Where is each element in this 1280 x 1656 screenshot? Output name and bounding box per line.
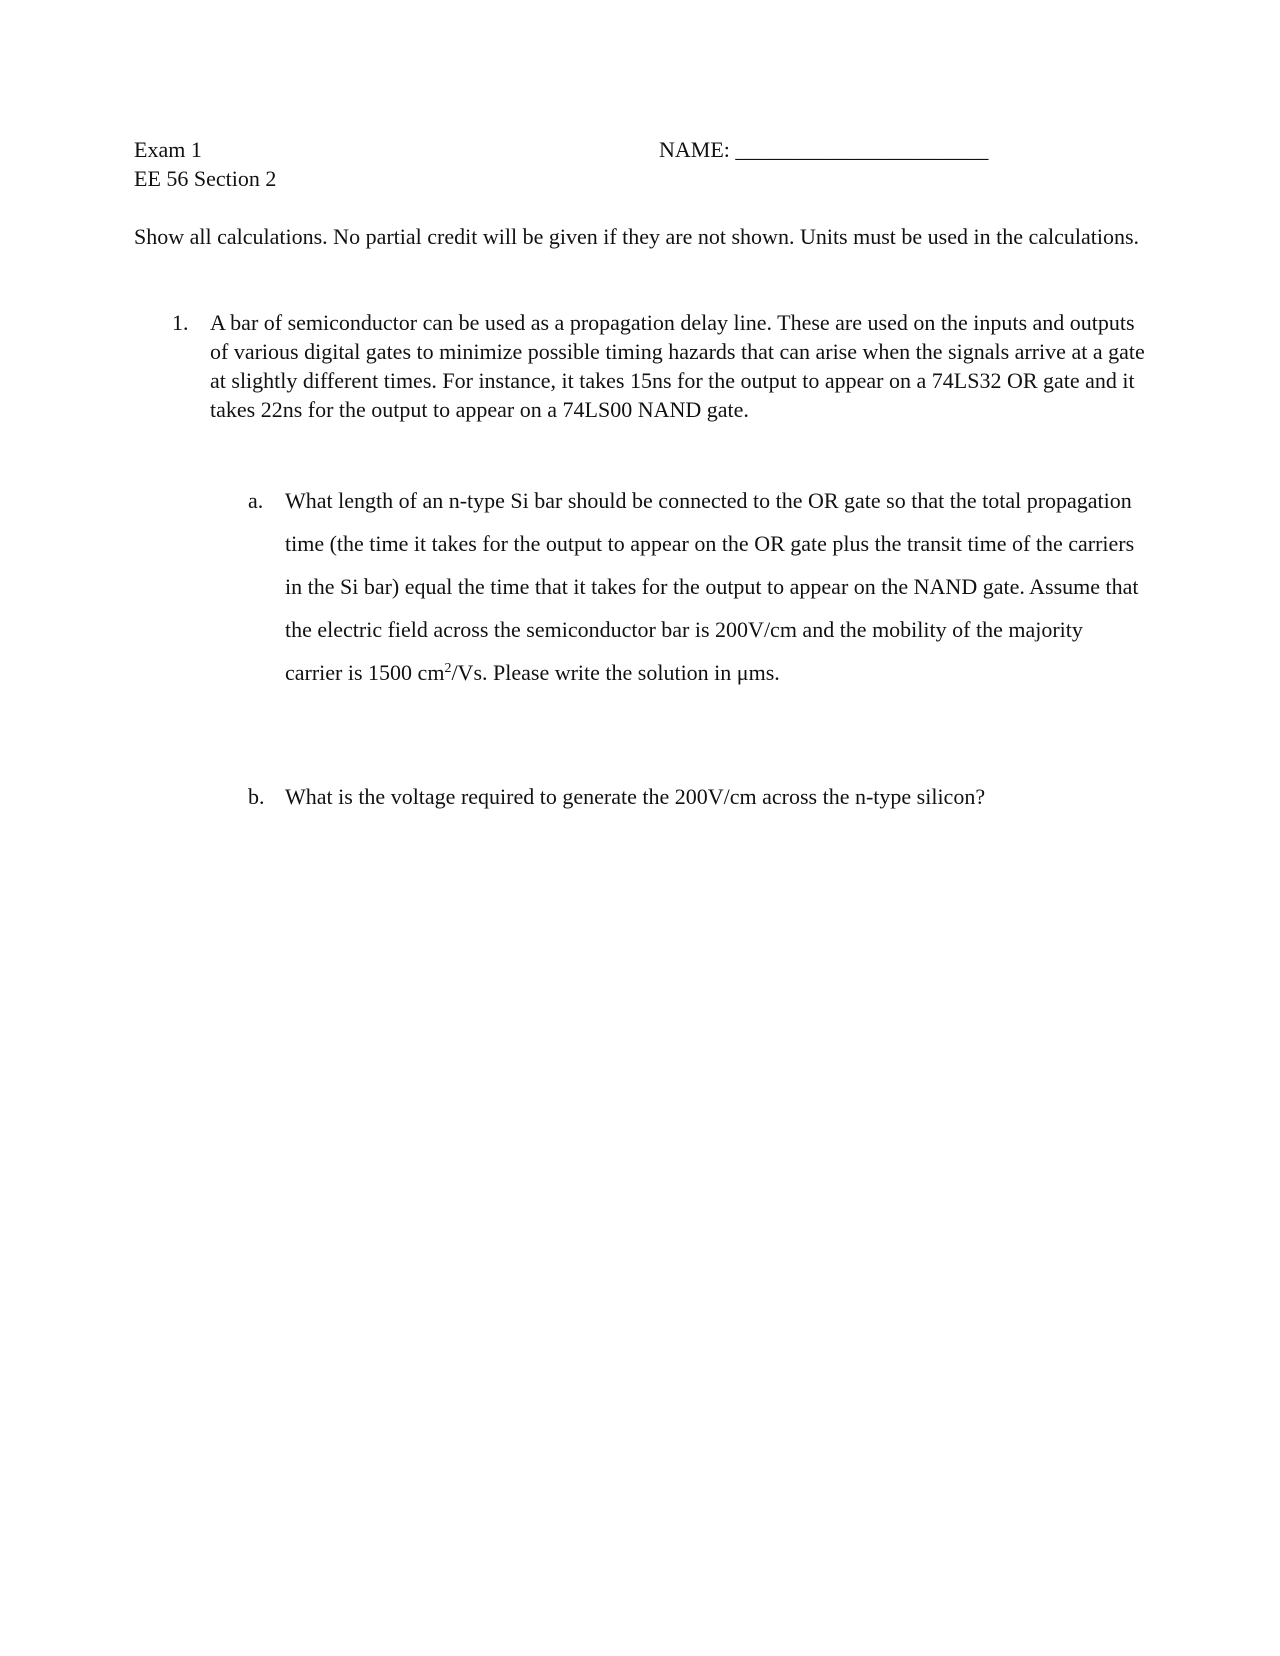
question-1a-text-end: /Vs. Please write the solution in μms. <box>451 660 780 685</box>
question-1a-text-main: What length of an n-type Si bar should be connected to the OR gate so that the total propagation time (the time it takes for the output to appear on the OR gate plus the transit time of the carriers in the Si bar) equal the time that it takes for the output to appear on the NAND gate. Assume that the electric field across the semiconductor bar is 200V/cm and the mobility of the majority carrier is 1500 cm <box>285 488 1139 685</box>
question-1b-text: What is the voltage required to generate the 200V/cm across the n-type silicon? <box>285 784 986 809</box>
exam-title: Exam 1 <box>134 137 202 162</box>
question-1b-letter: b. <box>248 784 265 809</box>
instructions-text: Show all calculations. No partial credit will be given if they are not shown. Units must be used in the calculations. <box>134 224 1140 249</box>
question-1a-text <box>285 479 1145 694</box>
squared-superscript: 2 <box>444 661 452 676</box>
course-section: EE 56 Section 2 <box>134 166 277 191</box>
name-field-label: NAME: _______________________ <box>659 137 989 162</box>
question-1-number: 1. <box>172 310 189 335</box>
question-1-text: A bar of semiconductor can be used as a propagation delay line. These are used on the inputs and outputs of various digital gates to minimize possible timing hazards that can arise when the signals arrive at a gate at slightly different times. For instance, it takes 15ns for the output to appear on a 74LS32 OR gate and it takes 22ns for the output to appear on a 74LS00 NAND gate. <box>210 310 1145 422</box>
exam-header-left <box>134 135 276 193</box>
question-1a-letter: a. <box>248 488 264 513</box>
